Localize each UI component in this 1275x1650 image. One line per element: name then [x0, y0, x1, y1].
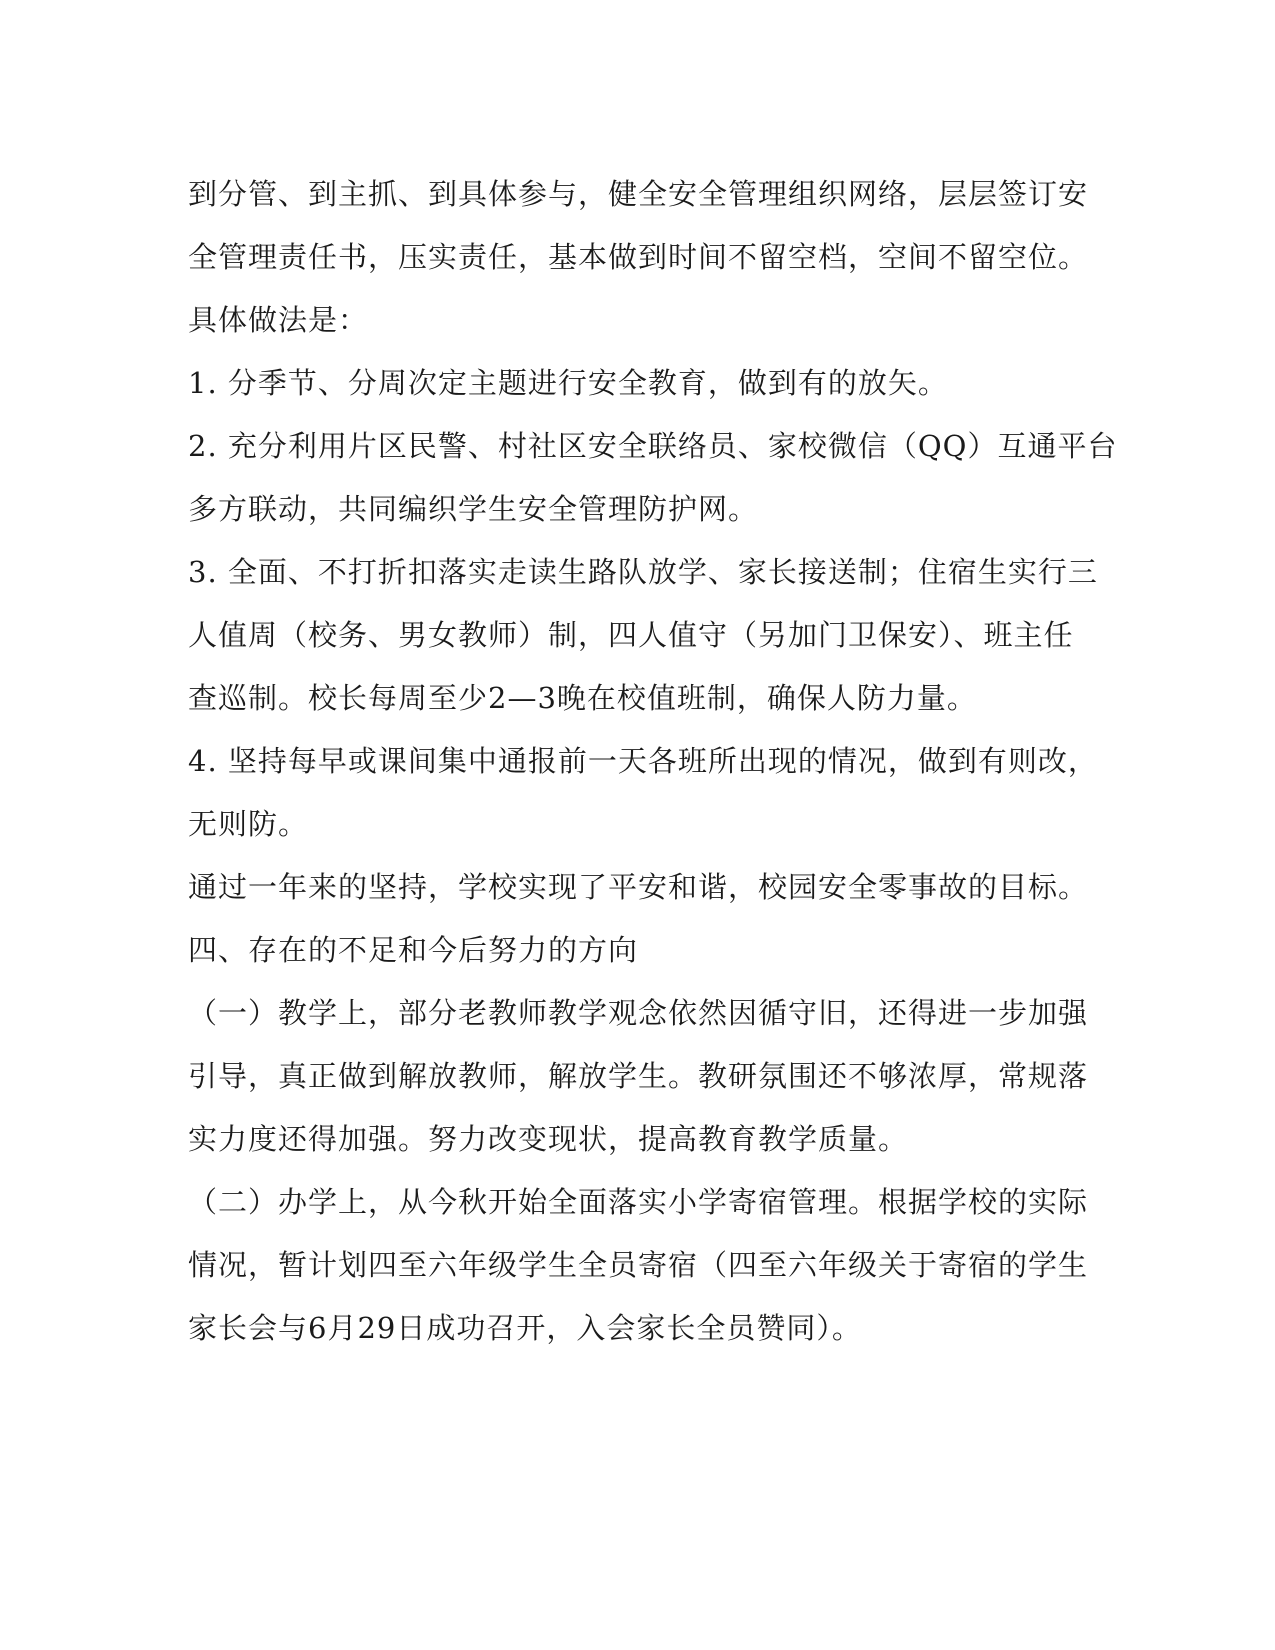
text-line: 查巡制。校长每周至少2—3晚在校值班制，确保人防力量。	[188, 681, 977, 715]
text-line: 无则防。	[188, 807, 309, 841]
list-item: 2. 充分利用片区民警、村社区安全联络员、家校微信（QQ）互通平台	[188, 429, 1118, 463]
text-line: 家长会与6月29日成功召开，入会家长全员赞同）。	[188, 1311, 862, 1345]
text-line: 具体做法是：	[188, 303, 369, 337]
text-line: （二）办学上，从今秋开始全面落实小学寄宿管理。根据学校的实际	[188, 1185, 1089, 1219]
text-line: 通过一年来的坚持，学校实现了平安和谐，校园安全零事故的目标。	[188, 870, 1089, 904]
text-line: 实力度还得加强。努力改变现状，提高教育教学质量。	[188, 1122, 909, 1156]
section-heading: 四、存在的不足和今后努力的方向	[188, 933, 639, 967]
text-line: 全管理责任书，压实责任，基本做到时间不留空档，空间不留空位。	[188, 240, 1089, 274]
list-item: 3. 全面、不打折扣落实走读生路队放学、家长接送制；住宿生实行三	[188, 555, 1098, 589]
list-item: 4. 坚持每早或课间集中通报前一天各班所出现的情况，做到有则改，	[188, 744, 1098, 778]
text-line: 情况，暂计划四至六年级学生全员寄宿（四至六年级关于寄宿的学生	[188, 1248, 1089, 1282]
text-line: （一）教学上，部分老教师教学观念依然因循守旧，还得进一步加强	[188, 996, 1089, 1030]
text-line: 多方联动，共同编织学生安全管理防护网。	[188, 492, 759, 526]
document-body	[188, 163, 1118, 1360]
text-line: 到分管、到主抓、到具体参与，健全安全管理组织网络，层层签订安	[188, 177, 1089, 211]
text-line: 引导，真正做到解放教师，解放学生。教研氛围还不够浓厚，常规落	[188, 1059, 1089, 1093]
text-line: 人值周（校务、男女教师）制，四人值守（另加门卫保安）、班主任	[188, 618, 1074, 652]
list-item: 1. 分季节、分周次定主题进行安全教育，做到有的放矢。	[188, 366, 948, 400]
